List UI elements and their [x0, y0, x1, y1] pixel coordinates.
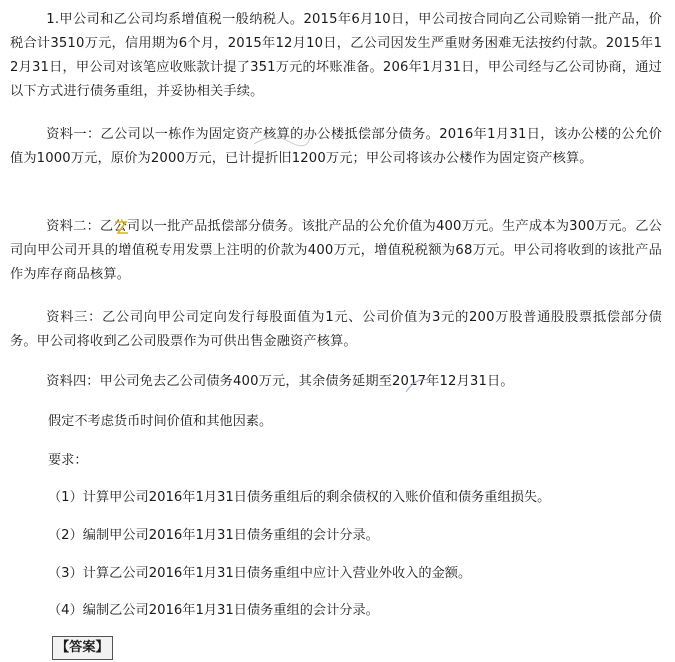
material-1: 资料一：乙公司以一栋作为固定资产核算的办公楼抵偿部分债务。2016年1月31日，该办公楼的公允价值为1000万元，原价为2000万元，已计提折旧1200万元；甲公司将该办公楼作为固定资产核算。	[10, 127, 662, 166]
question-intro: 1.甲公司和乙公司均系增值税一般纳税人。2015年6月10日，甲公司按合同向乙公司赊销一批产品，价税合计3510万元，信用期为6个月，2015年12月10日，乙公司因发生严重财务困难无法按约付款。2015年12月31日，甲公司对该笔应收账款计提了351万元的坏账准备。206年1月31日，甲公司经与乙公司协商，通过以下方式进行债务重组，并妥协相关手续。	[10, 12, 662, 99]
assumption-note: 假定不考虑货币时间价值和其他因素。	[48, 414, 273, 429]
requirement-item: （1）计算甲公司2016年1月31日债务重组后的剩余债权的入账价值和债务重组损失。	[48, 490, 551, 505]
material-4: 资料四：甲公司免去乙公司债务400万元，其余债务延期至2017年12月31日。	[46, 374, 514, 389]
requirement-item: （2）编制甲公司2016年1月31日债务重组的会计分录。	[48, 528, 379, 543]
answer-label: 【答案】	[52, 636, 113, 660]
material-2: 资料二：乙公司以一批产品抵偿部分债务。该批产品的公允价值为400万元。生产成本为300万元。乙公司向甲公司开具的增值税专用发票上注明的价款为400万元，增值税税额为68万元。甲公司将收到的该批产品作为库存商品核算。	[10, 219, 662, 282]
requirements-title: 要求：	[48, 453, 88, 468]
requirement-item: （3）计算乙公司2016年1月31日债务重组中应计入营业外收入的金额。	[48, 566, 472, 581]
requirement-item: （4）编制乙公司2016年1月31日债务重组的会计分录。	[48, 603, 379, 618]
material-3: 资料三：乙公司向甲公司定向发行每股面值为1元、公司价值为3元的200万股普通股股票抵偿部分债务。甲公司将收到乙公司股票作为可供出售金融资产核算。	[10, 310, 662, 349]
